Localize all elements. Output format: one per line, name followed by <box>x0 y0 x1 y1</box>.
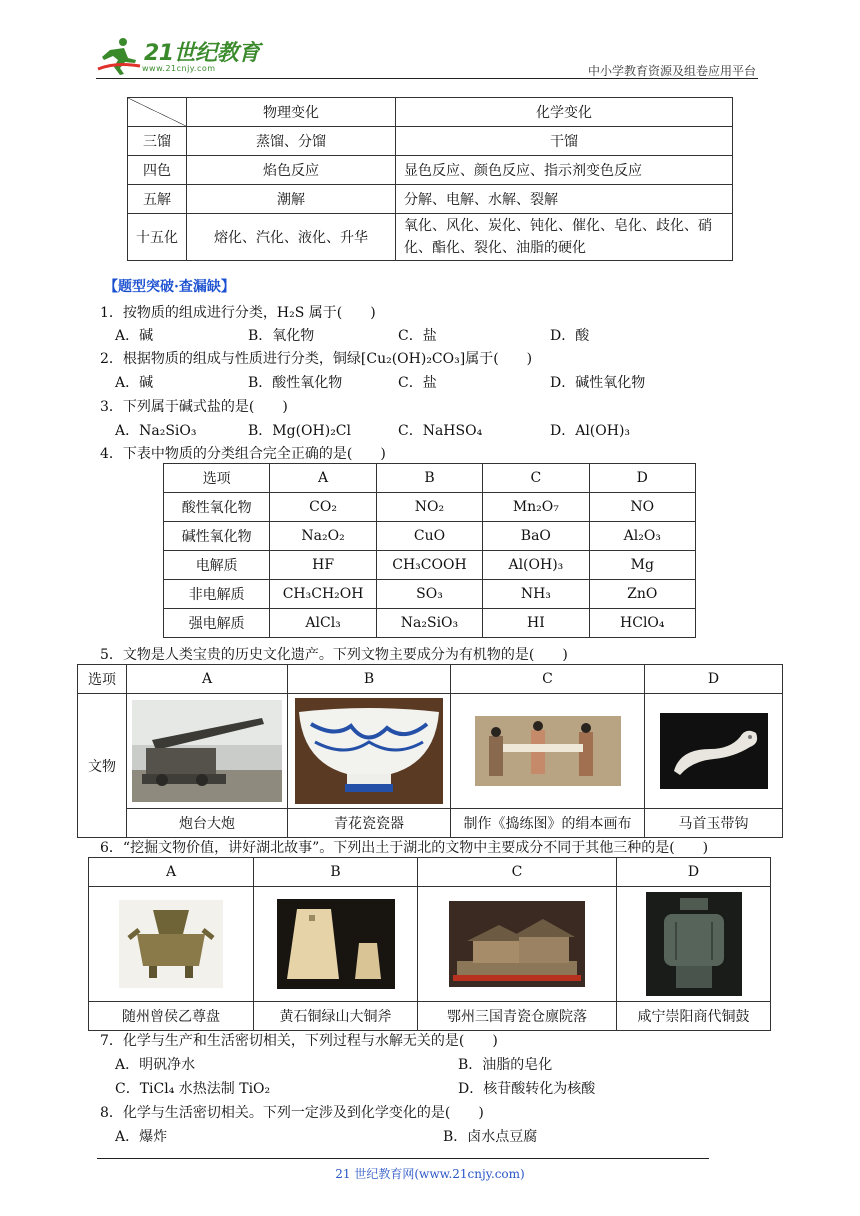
table-row <box>164 551 696 580</box>
footer-rule <box>97 1158 709 1159</box>
table-row <box>128 156 733 185</box>
table-cell: NH₃ <box>483 580 589 609</box>
question-2-stem: 2．根据物质的组成与性质进行分类，铜绿[Cu₂(OH)₂CO₃]属于( ) <box>100 351 533 367</box>
table-header: C <box>483 464 589 493</box>
bronze-axe-photo-icon <box>277 899 395 989</box>
artifact-image-cell <box>645 694 783 809</box>
table-header: 物理变化 <box>187 98 396 127</box>
table-cell: Mg <box>589 551 695 580</box>
table-header: 化学变化 <box>396 98 733 127</box>
artifact-table-q6 <box>88 857 771 1031</box>
option-b: B．卤水点豆腐 <box>443 1129 538 1145</box>
table-cell: 强电解质 <box>164 609 270 638</box>
table-cell: BaO <box>483 522 589 551</box>
artifact-image-cell <box>127 694 288 809</box>
table-header: A <box>127 665 288 694</box>
classification-table <box>163 463 696 638</box>
table-cell: 显色反应、颜色反应、指示剂变色反应 <box>396 156 733 185</box>
footer-link[interactable]: 21 世纪教育网(www.21cnjy.com) <box>335 1167 525 1181</box>
change-types-table <box>127 97 733 261</box>
option-d: D．Al(OH)₃ <box>550 423 631 439</box>
table-row <box>89 1002 771 1031</box>
celadon-granary-photo-icon <box>449 901 585 987</box>
artifact-image-cell <box>254 887 418 1002</box>
platform-name: 中小学教育资源及组卷应用平台 <box>587 64 756 78</box>
table-row <box>78 665 783 694</box>
artifact-caption: 咸宁崇阳商代铜鼓 <box>617 1002 771 1031</box>
table-header: B <box>254 858 418 887</box>
table-cell: 氧化、风化、炭化、钝化、催化、皂化、歧化、硝化、酯化、裂化、油脂的硬化 <box>396 214 733 261</box>
table-cell: 蒸馏、分馏 <box>187 127 396 156</box>
question-1-stem: 1．按物质的组成进行分类，H₂S 属于( ) <box>100 305 376 321</box>
artifact-caption: 马首玉带钩 <box>645 809 783 838</box>
artifact-caption: 鄂州三国青瓷仓廪院落 <box>418 1002 617 1031</box>
option-b: B．酸性氧化物 <box>248 375 343 391</box>
table-cell: 四色 <box>128 156 187 185</box>
page-header <box>96 34 756 80</box>
table-cell: 非电解质 <box>164 580 270 609</box>
logo <box>96 34 266 78</box>
table-cell: 酸性氧化物 <box>164 493 270 522</box>
option-b: B．油脂的皂化 <box>458 1057 553 1073</box>
table-cell: CH₃COOH <box>376 551 482 580</box>
artifact-image-cell <box>288 694 451 809</box>
table-header: A <box>270 464 376 493</box>
artifact-caption: 炮台大炮 <box>127 809 288 838</box>
bronze-zun-pan-photo-icon <box>119 900 223 988</box>
option-a: A．碱 <box>115 328 154 344</box>
option-d: D．碱性氧化物 <box>550 375 646 391</box>
artifact-table-q5 <box>77 664 783 838</box>
table-cell: SO₃ <box>376 580 482 609</box>
question-3-stem: 3．下列属于碱式盐的是( ) <box>100 399 288 415</box>
table-cell: NO <box>589 493 695 522</box>
section-title: 【题型突破·查漏缺】 <box>104 279 235 295</box>
table-cell: HClO₄ <box>589 609 695 638</box>
table-header: B <box>376 464 482 493</box>
option-d: D．核苷酸转化为核酸 <box>458 1081 596 1097</box>
table-row <box>78 694 783 809</box>
table-cell: 熔化、汽化、液化、升华 <box>187 214 396 261</box>
table-row <box>128 214 733 261</box>
table-cell: 分解、电解、水解、裂解 <box>396 185 733 214</box>
option-b: B．Mg(OH)₂Cl <box>248 423 351 439</box>
table-header: A <box>89 858 254 887</box>
table-cell: HI <box>483 609 589 638</box>
runner-logo-icon <box>96 36 142 76</box>
table-row <box>128 185 733 214</box>
table-cell: Na₂O₂ <box>270 522 376 551</box>
logo-url: www.21cnjy.com <box>142 64 216 73</box>
table-cell: Mn₂O₇ <box>483 493 589 522</box>
jade-belt-hook-photo-icon <box>660 713 768 789</box>
table-row <box>164 493 696 522</box>
table-cell: 潮解 <box>187 185 396 214</box>
table-cell: HF <box>270 551 376 580</box>
option-d: D．酸 <box>550 328 590 344</box>
table-header: D <box>617 858 771 887</box>
table-cell: ZnO <box>589 580 695 609</box>
porcelain-bowl-photo-icon <box>295 698 443 804</box>
option-b: B．氧化物 <box>248 328 315 344</box>
question-6-stem: 6．“挖掘文物价值，讲好湖北故事”。下列出土于湖北的文物中主要成分不同于其他三种的是( ) <box>100 840 709 856</box>
question-8-stem: 8．化学与生活密切相关。下列一定涉及到化学变化的是( ) <box>100 1105 484 1121</box>
table-cell: Al₂O₃ <box>589 522 695 551</box>
artifact-image-cell <box>617 887 771 1002</box>
artifact-image-cell <box>89 887 254 1002</box>
table-cell: Na₂SiO₃ <box>376 609 482 638</box>
question-7-stem: 7．化学与生产和生活密切相关，下列过程与水解无关的是( ) <box>100 1033 498 1049</box>
table-header: C <box>451 665 645 694</box>
cannon-photo-icon <box>132 700 282 802</box>
option-c: C．盐 <box>398 375 437 391</box>
table-row <box>128 98 733 127</box>
table-row <box>78 809 783 838</box>
artifact-caption: 随州曾侯乙尊盘 <box>89 1002 254 1031</box>
artifact-caption: 制作《捣练图》的绢本画布 <box>451 809 645 838</box>
option-a: A．碱 <box>115 375 154 391</box>
table-header: C <box>418 858 617 887</box>
table-row <box>164 464 696 493</box>
artifact-image-cell <box>418 887 617 1002</box>
table-header: 选项 <box>78 665 127 694</box>
table-cell: AlCl₃ <box>270 609 376 638</box>
option-c: C．TiCl₄ 水热法制 TiO₂ <box>115 1081 271 1097</box>
artifact-image-cell <box>451 694 645 809</box>
table-row <box>89 887 771 1002</box>
option-a: A．Na₂SiO₃ <box>115 423 197 439</box>
table-cell: 电解质 <box>164 551 270 580</box>
table-row <box>164 580 696 609</box>
table-row <box>164 609 696 638</box>
table-cell: CH₃CH₂OH <box>270 580 376 609</box>
table-cell: 干馏 <box>396 127 733 156</box>
table-cell: 三馏 <box>128 127 187 156</box>
option-a: A．爆炸 <box>115 1129 168 1145</box>
table-header: 选项 <box>164 464 270 493</box>
question-4-stem: 4．下表中物质的分类组合完全正确的是( ) <box>100 446 386 462</box>
question-5-stem: 5．文物是人类宝贵的历史文化遗产。下列文物主要成分为有机物的是( ) <box>100 647 568 663</box>
table-cell: 五解 <box>128 185 187 214</box>
option-a: A．明矾净水 <box>115 1057 196 1073</box>
table-row <box>89 858 771 887</box>
logo-text: 21世纪教育 <box>144 41 260 66</box>
table-cell: 十五化 <box>128 214 187 261</box>
option-c: C．盐 <box>398 328 437 344</box>
table-cell: Al(OH)₃ <box>483 551 589 580</box>
table-cell: CO₂ <box>270 493 376 522</box>
artifact-caption: 黄石铜绿山大铜斧 <box>254 1002 418 1031</box>
table-cell: 碱性氧化物 <box>164 522 270 551</box>
diagonal-header-cell <box>128 98 187 127</box>
table-cell: CuO <box>376 522 482 551</box>
silk-painting-photo-icon <box>475 716 621 786</box>
table-row <box>164 522 696 551</box>
table-row <box>128 127 733 156</box>
table-cell: NO₂ <box>376 493 482 522</box>
table-cell: 焰色反应 <box>187 156 396 185</box>
bronze-drum-photo-icon <box>646 892 742 996</box>
table-header: D <box>645 665 783 694</box>
header-rule <box>96 78 758 79</box>
option-c: C．NaHSO₄ <box>398 423 483 439</box>
artifact-caption: 青花瓷瓷器 <box>288 809 451 838</box>
row-label: 文物 <box>78 694 127 838</box>
table-header: B <box>288 665 451 694</box>
table-header: D <box>589 464 695 493</box>
